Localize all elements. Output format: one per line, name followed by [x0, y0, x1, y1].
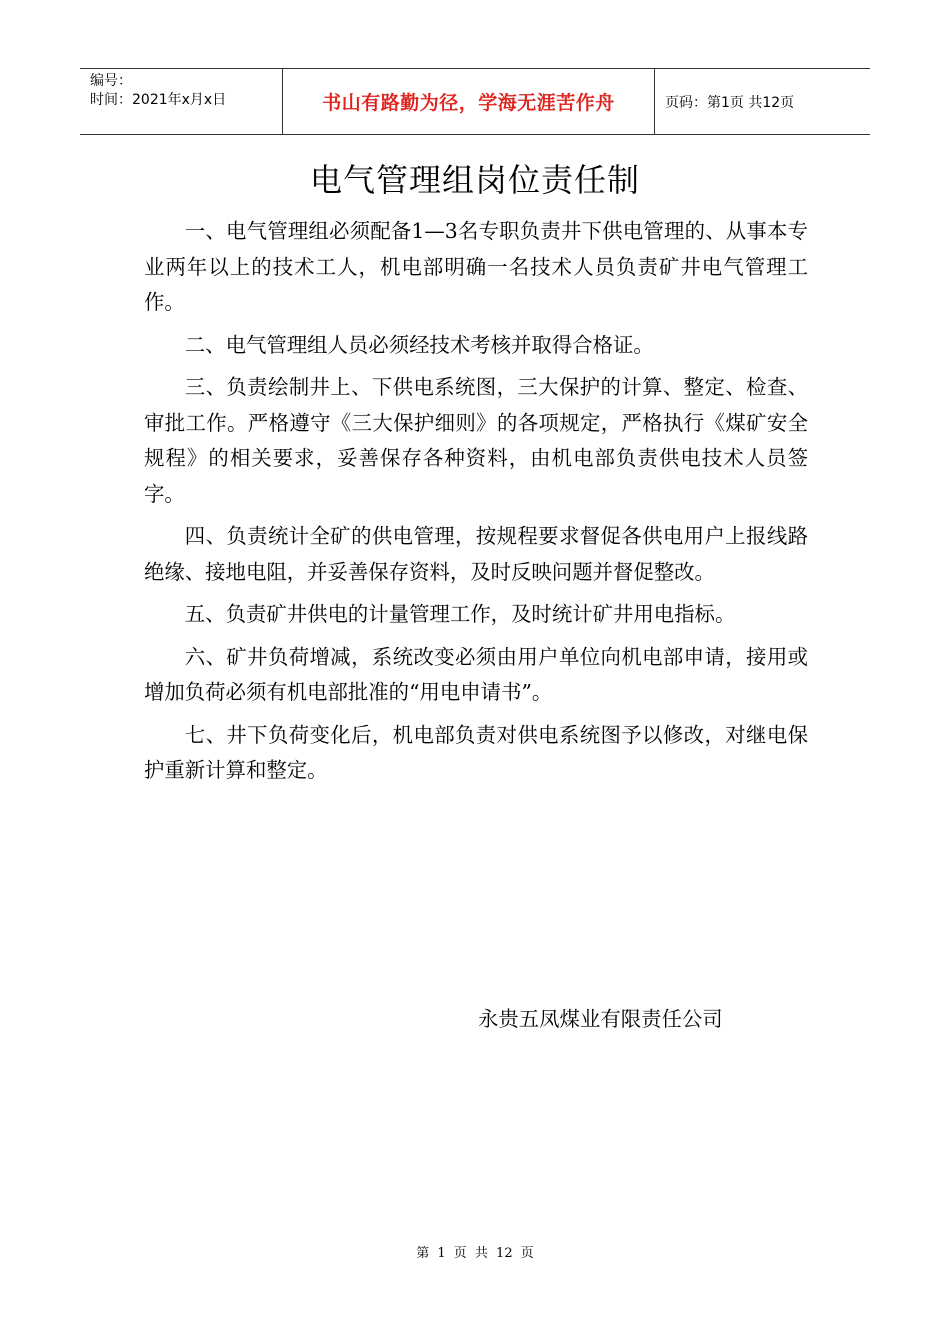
paragraph-1: 一、电气管理组必须配备1—3名专职负责井下供电管理的、从事本专业两年以上的技术工人，机电部明确一名技术人员负责矿井电气管理工作。 — [144, 219, 808, 314]
paragraph-3: 三、负责绘制井上、下供电系统图，三大保护的计算、整定、检查、审批工作。严格遵守《三大保护细则》的各项规定，严格执行《煤矿安全规程》的相关要求，妥善保存各种资料，由机电部负责供电技术人员签字。 — [144, 375, 808, 506]
paragraph-5: 五、负责矿井供电的计量管理工作，及时统计矿井用电指标。 — [184, 602, 736, 626]
paragraph-7: 七、井下负荷变化后，机电部负责对供电系统图予以修改，对继电保护重新计算和整定。 — [144, 722, 808, 782]
header-page-cell — [655, 69, 870, 134]
header-motto-cell — [282, 69, 655, 134]
header-table — [80, 68, 870, 135]
paragraph-2: 二、电气管理组人员必须经技术考核并取得合格证。 — [184, 332, 654, 357]
motto-text: 书山有路勤为径，学海无涯苦作舟 — [322, 92, 615, 114]
document-body — [144, 214, 808, 796]
page-info: 页码：第1页 共12页 — [665, 94, 795, 111]
header-meta-cell — [80, 69, 282, 134]
number-label: 编号： — [90, 73, 132, 89]
paragraph-6: 六、矿井负荷增减，系统改变必须由用户单位向机电部申请，接用或增加负荷必须有机电部批准的“用电申请书”。 — [144, 644, 808, 704]
paragraph-4: 四、负责统计全矿的供电管理，按规程要求督促各供电用户上报线路绝缘、接地电阻，并妥善保存资料，及时反映问题并督促整改。 — [144, 524, 808, 584]
company-signature: 永贵五凤煤业有限责任公司 — [478, 1007, 723, 1031]
page-footer: 第 1 页 共 12 页 — [416, 1246, 534, 1261]
time-label: 时间：2021年x月x日 — [90, 92, 227, 108]
document-title: 电气管理组岗位责任制 — [309, 161, 640, 199]
